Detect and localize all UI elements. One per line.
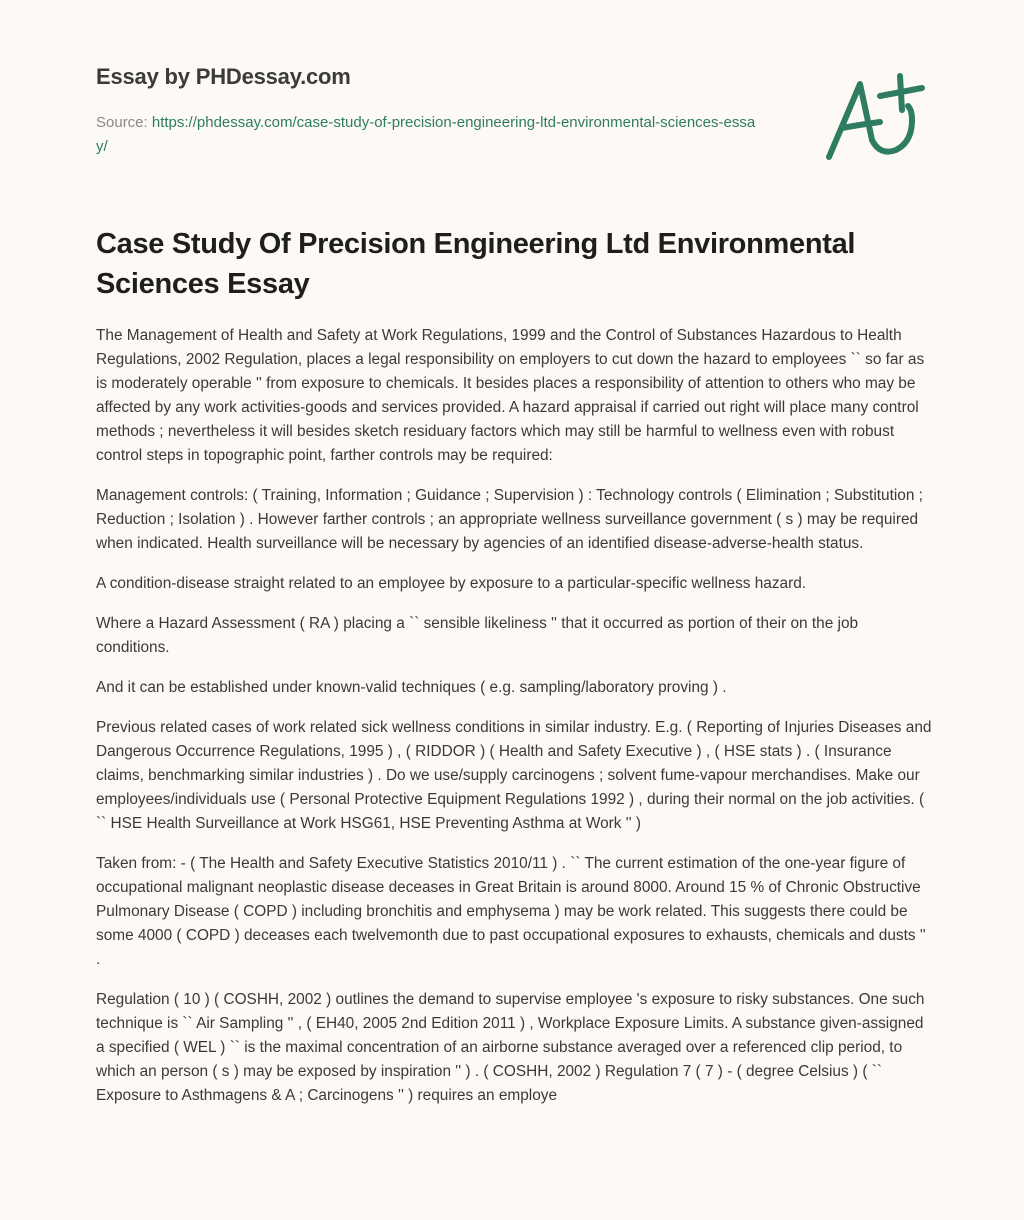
paragraph: A condition-disease straight related to an employee by exposure to a particular-specific wellness hazard. xyxy=(96,575,807,592)
paragraph: Regulation ( 10 ) ( COSHH, 2002 ) outlines the demand to supervise employee 's exposure to risky substances. One such technique is `` Air Sampling '' , ( EH40, 2005 2nd Edition 2011 ) , Workplace Exposure Limits. A substance given-assigned a specified ( WEL ) `` is the maximal concentration of an airborne substance averaged over a referenced clip period, to which an person ( s ) may be exposed by inspiration '' ) . ( COSHH, 2002 ) Regulation 7 ( 7 ) - ( degree Celsius ) ( `` Exposure to Asthmagens & A ; Carcinogens '' ) requires an employe xyxy=(96,991,925,1104)
paragraph: And it can be established under known-valid techniques ( e.g. sampling/laboratory proving ) . xyxy=(96,679,727,696)
paragraph: Taken from: - ( The Health and Safety Executive Statistics 2010/11 ) . `` The current estimation of the one-year figure of occupational malignant neoplastic disease deceases in Great Britain is around 8000. Around 15 % of Chronic Obstructive Pulmonary Disease ( COPD ) including bronchitis and emphysema ) may be work related. This suggests there could be some 4000 ( COPD ) deceases each twelvemonth due to past occupational exposures to exhausts, chemicals and dusts '' . xyxy=(96,855,926,968)
paragraph: Previous related cases of work related sick wellness conditions in similar industry. E.g. ( Reporting of Injuries Diseases and Dangerous Occurrence Regulations, 1995 ) , ( RIDDOR ) ( Health and Safety Executive ) , ( HSE stats ) . ( Insurance claims, benchmarking similar industries ) . Do we use/supply carcinogens ; solvent fume-vapour merchandises. Make our employees/individuals use ( Personal Protective Equipment Regulations 1992 ) , during their normal on the job activities. ( `` HSE Health Surveillance at Work HSG61, HSE Preventing Asthma at Work '' ) xyxy=(96,719,932,832)
a-plus-grade-icon xyxy=(820,70,930,165)
source-link[interactable]: https://phdessay.com/case-study-of-precision-engineering-ltd-environmental-sciences-essay/ xyxy=(96,114,756,155)
article-body xyxy=(96,324,932,1124)
paragraph: The Management of Health and Safety at Work Regulations, 1999 and the Control of Substances Hazardous to Health Regulations, 2002 Regulation, places a legal responsibility on employers to cut down the hazard to employees `` so far as is moderately operable '' from exposure to chemicals. It besides places a responsibility of attention to others who may be affected by any work activities-goods and services provided. A hazard appraisal if carried out right will place many control methods ; nevertheless it will besides sketch residuary factors which may still be harmful to wellness even with robust control steps in topographic point, farther controls may be required: xyxy=(96,327,925,464)
paragraph: Where a Hazard Assessment ( RA ) placing a `` sensible likeliness '' that it occurred as portion of their on the job conditions. xyxy=(96,615,859,656)
site-title: Essay by PHDessay.com xyxy=(96,64,351,89)
source-label: Source: xyxy=(96,114,148,131)
source-line xyxy=(96,111,756,159)
article-title: Case Study Of Precision Engineering Ltd Environmental Sciences Essay xyxy=(96,228,856,300)
paragraph: Management controls: ( Training, Information ; Guidance ; Supervision ) : Technology controls ( Elimination ; Substitution ; Reduction ; Isolation ) . However farther controls ; an appropriate wellness surveillance government ( s ) may be required when indicated. Health surveillance will be necessary by agencies of an identified disease-adverse-health status. xyxy=(96,487,923,552)
